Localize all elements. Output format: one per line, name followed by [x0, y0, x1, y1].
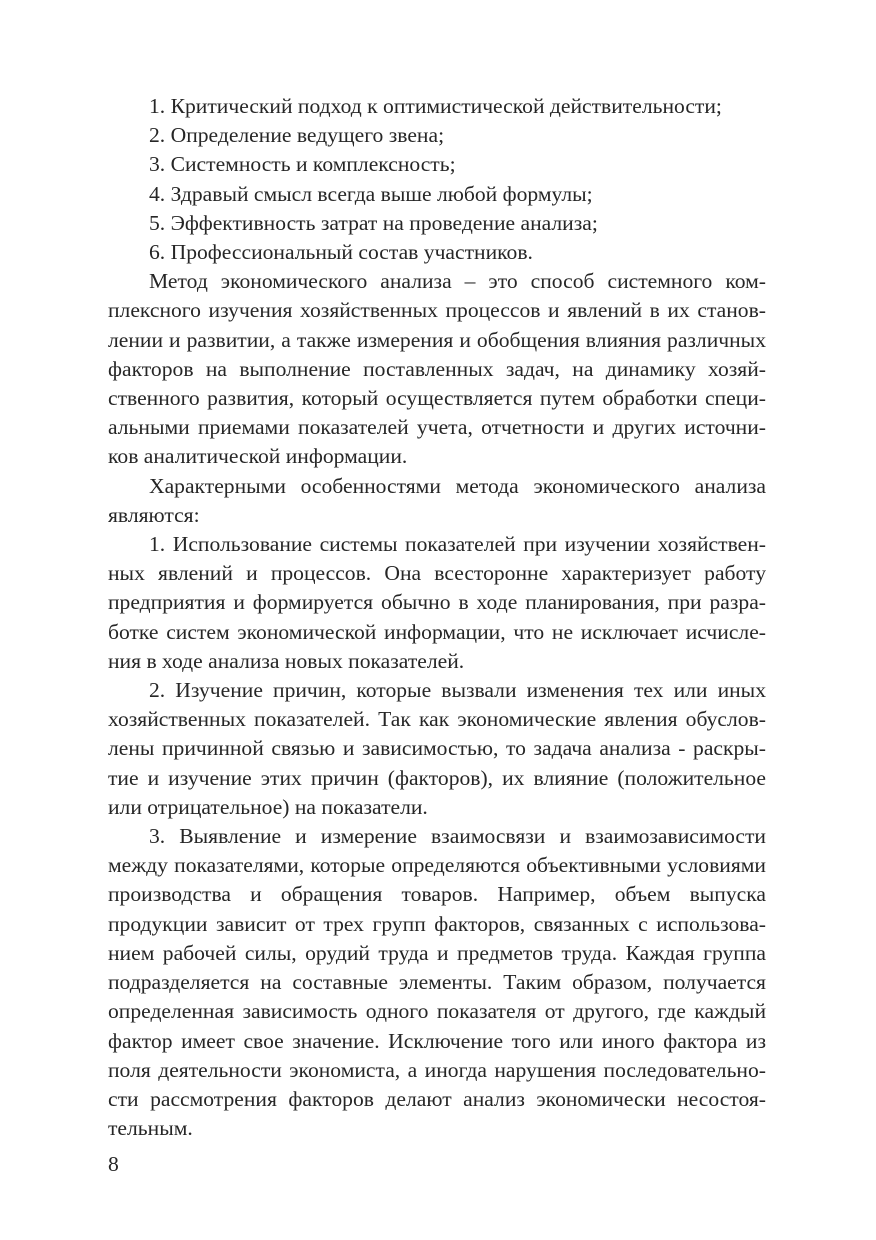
principle-item: 4. Здравый смысл всегда выше любой формулы; — [149, 181, 593, 206]
principle-item: 6. Профессиональный состав участников. — [149, 240, 533, 265]
feature-paragraph: 3. Выявление и измерение взаимосвязи и взаимозависимости между показателями, которые определяются объективными условиями производства и обращения товаров. Например, объем выпуска продукции зависит от трех групп факторов, связанных с использованием рабочей силы, орудий труда и предметов труда. Каждая группа подразделяется на составные элементы. Таким образом, получается определенная зависимость одного показателя от другого, где каждый фактор имеет свое значение. Исключение того или иного фактора из поля деятельности экономиста, а иногда нарушения последовательности рассмотрения факторов делают анализ экономически несостоятельным. — [108, 824, 766, 1141]
feature-paragraph: 1. Использование системы показателей при изучении хозяйственных явлений и процессов. Она всесторонне характеризует работу предприятия и формируется обычно в ходе планирования, при разработке систем экономической информации, что не исключает исчисления в ходе анализа новых показателей. — [108, 532, 766, 673]
page-body — [108, 92, 766, 1143]
principle-item: 1. Критический подход к оптимистической действительности; — [149, 94, 722, 118]
principle-item: 5. Эффективность затрат на проведение анализа; — [149, 210, 598, 235]
feature-paragraph: 2. Изучение причин, которые вызвали изменения тех или иных хозяйственных показателей. Так как экономические явления обусловлены причинной связью и зависимостью, то задача анализа - раскрытие и изучение этих причин (факторов), их влияние (положительное или отрицательное) на показатели. — [108, 678, 766, 819]
principle-item: 2. Определение ведущего звена; — [149, 123, 445, 148]
principle-item: 3. Системность и комплексность; — [149, 152, 456, 177]
page-number: 8 — [108, 1152, 119, 1176]
method-definition-paragraph: Метод экономического анализа – это способ системного комплексного изучения хозяйственных процессов и явлений в их становлении и развитии, а также измерения и обобщения влияния различных факторов на выполнение поставленных задач, на динамику хозяйственного развития, который осуществляется путем обработки специальными приемами показателей учета, отчетности и других источников аналитической информации. — [108, 269, 766, 469]
features-intro-paragraph: Характерными особенностями метода экономического анализа являются: — [108, 473, 766, 527]
